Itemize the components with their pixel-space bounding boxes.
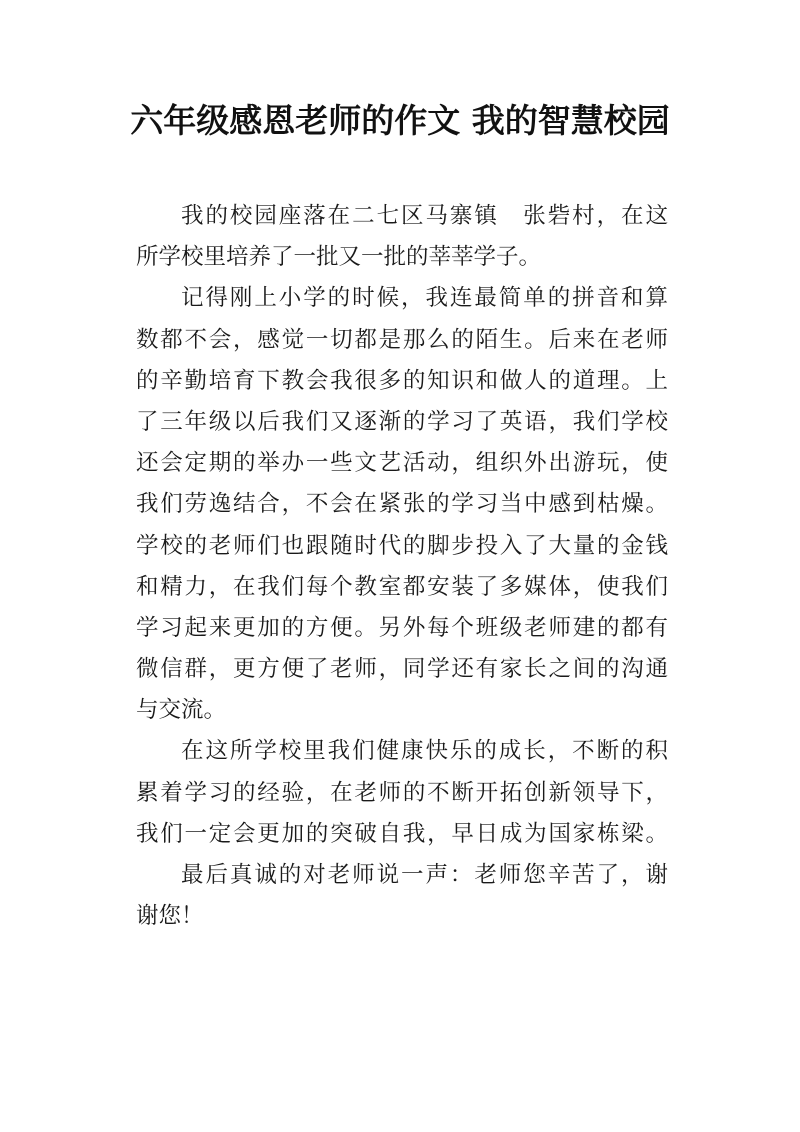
paragraph-line: 的辛勤培育下教会我很多的知识和做人的道理。上: [136, 367, 668, 394]
paragraph-line: 我的校园座落在二七区马寨镇 张砦村，在这: [181, 203, 668, 229]
paragraph-line: 还会定期的举办一些文艺活动，组织外出游玩，使: [136, 450, 668, 477]
paragraph-line: 学习起来更加的方便。另外每个班级老师建的都有: [136, 614, 668, 641]
paragraph-line: 和精力，在我们每个教室都安装了多媒体，使我们: [136, 573, 668, 600]
paragraph-line: 所学校里培养了一批又一批的莘莘学子。: [136, 244, 542, 271]
paragraph-line: 数都不会，感觉一切都是那么的陌生。后来在老师: [136, 326, 668, 353]
paragraph-line: 谢您！: [136, 903, 204, 930]
document-title: 六年级感恩老师的作文 我的智慧校园: [130, 101, 670, 140]
paragraph-line: 在这所学校里我们健康快乐的成长，不断的积: [181, 738, 668, 765]
document-body: [136, 196, 668, 937]
paragraph-line: 我们一定会更加的突破自我，早日成为国家栋梁。: [136, 820, 668, 847]
paragraph-line: 我们劳逸结合，不会在紧张的学习当中感到枯燥。: [136, 491, 668, 518]
paragraph-line: 记得刚上小学的时候，我连最简单的拼音和算: [181, 285, 668, 312]
paragraph-line: 与交流。: [136, 697, 227, 724]
paragraph-line: 微信群，更方便了老师，同学还有家长之间的沟通: [136, 656, 668, 683]
paragraph-line: 了三年级以后我们又逐渐的学习了英语，我们学校: [136, 408, 668, 435]
paragraph-line: 最后真诚的对老师说一声：老师您辛苦了，谢: [181, 862, 668, 888]
paragraph-line: 累着学习的经验，在老师的不断开拓创新领导下，: [136, 779, 668, 806]
paragraph-line: 学校的老师们也跟随时代的脚步投入了大量的金钱: [136, 532, 668, 559]
